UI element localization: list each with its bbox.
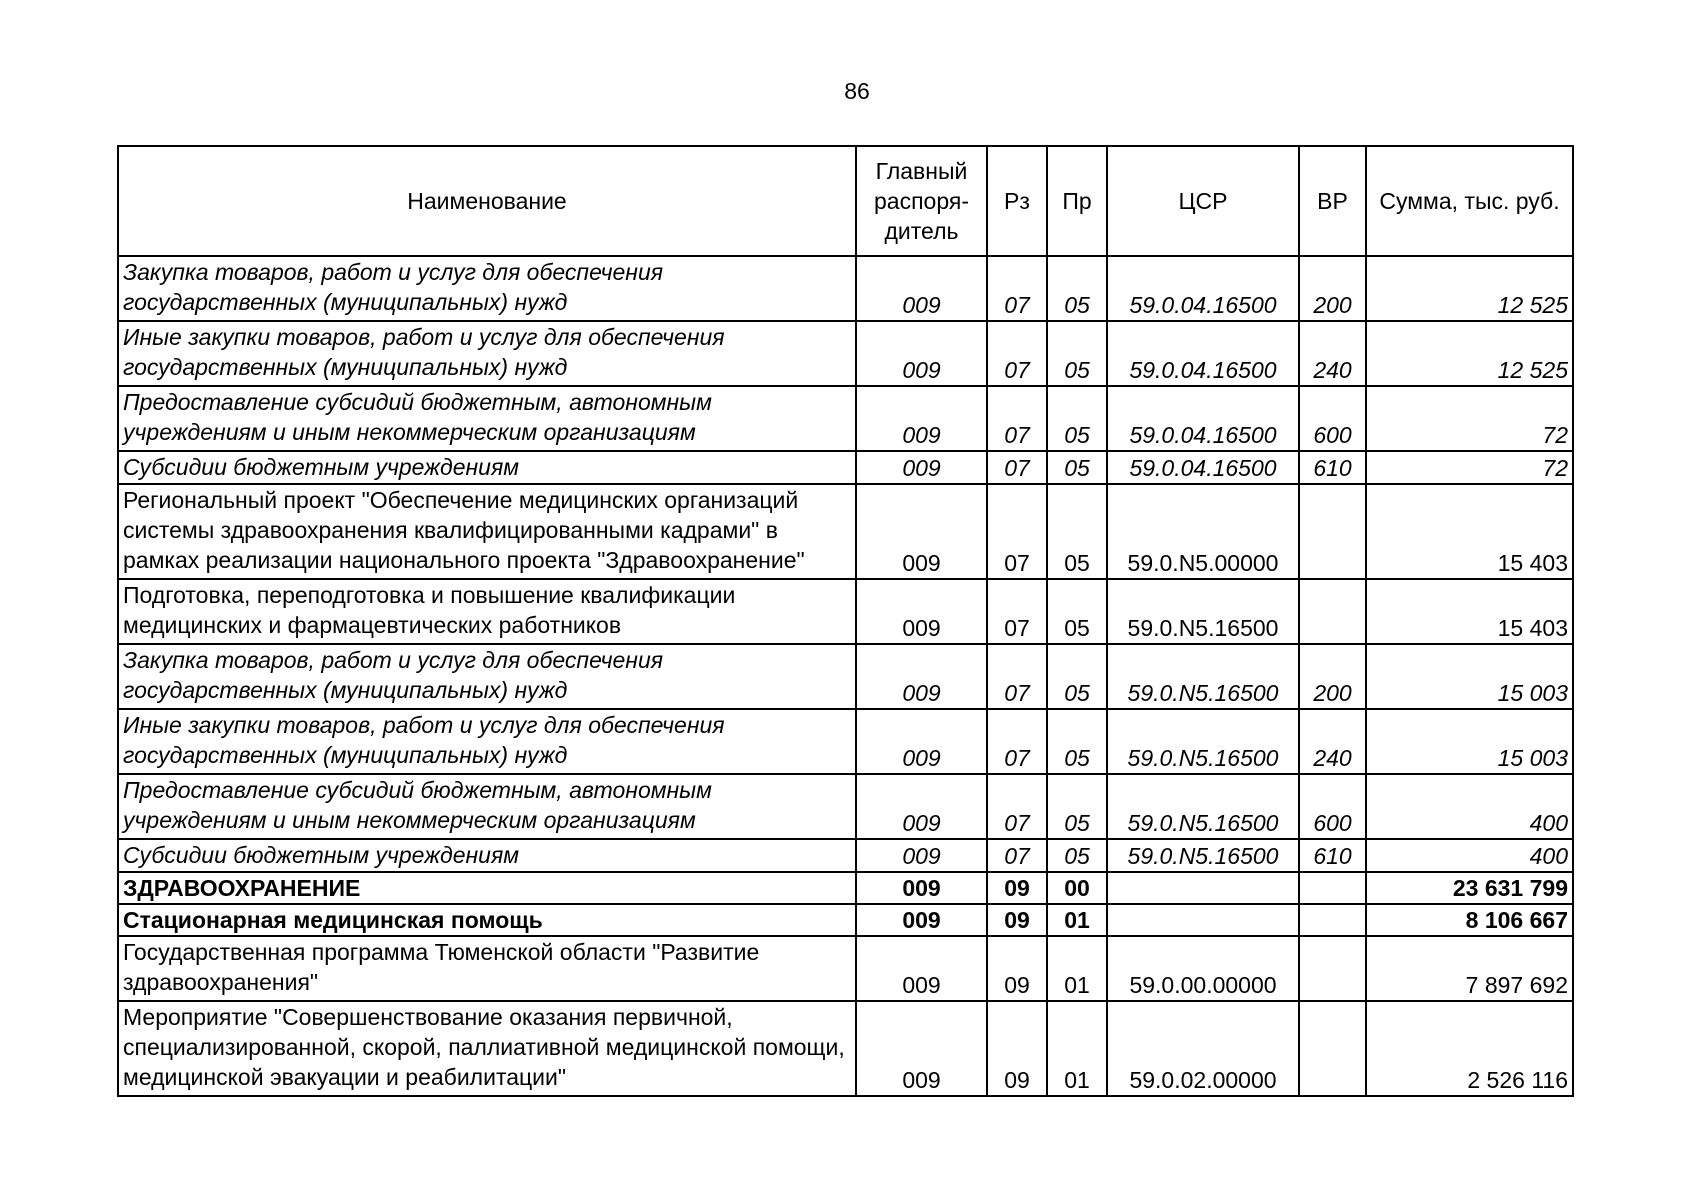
- cell-pr: 05: [1047, 386, 1107, 451]
- table-row: [118, 774, 1573, 839]
- cell-chief: 009: [856, 839, 987, 872]
- cell-sum: 12 525: [1366, 256, 1573, 321]
- cell-rz: 07: [987, 451, 1047, 484]
- header-name: Наименование: [118, 146, 856, 256]
- cell-chief: 009: [856, 579, 987, 644]
- cell-name: Закупка товаров, работ и услуг для обеспечения государственных (муниципальных) нужд: [118, 644, 856, 709]
- cell-sum: 2 526 116: [1366, 1001, 1573, 1096]
- cell-chief: 009: [856, 484, 987, 579]
- table-row: [118, 256, 1573, 321]
- table-row: [118, 936, 1573, 1001]
- budget-table: [117, 145, 1574, 1097]
- header-csr: ЦСР: [1107, 146, 1299, 256]
- cell-sum: 12 525: [1366, 321, 1573, 386]
- cell-vr: [1299, 936, 1366, 1001]
- cell-chief: 009: [856, 644, 987, 709]
- cell-name: Иные закупки товаров, работ и услуг для обеспечения государственных (муниципальных) нужд: [118, 709, 856, 774]
- cell-pr: 05: [1047, 484, 1107, 579]
- cell-chief: 009: [856, 936, 987, 1001]
- cell-sum: 400: [1366, 839, 1573, 872]
- cell-name: Закупка товаров, работ и услуг для обеспечения государственных (муниципальных) нужд: [118, 256, 856, 321]
- cell-rz: 09: [987, 936, 1047, 1001]
- cell-chief: 009: [856, 904, 987, 936]
- cell-csr: 59.0.04.16500: [1107, 386, 1299, 451]
- table-row: [118, 1001, 1573, 1096]
- cell-name: Предоставление субсидий бюджетным, автономным учреждениям и иным некоммерческим организациям: [118, 774, 856, 839]
- cell-csr: 59.0.N5.16500: [1107, 709, 1299, 774]
- cell-name: ЗДРАВООХРАНЕНИЕ: [118, 872, 856, 904]
- cell-csr: 59.0.02.00000: [1107, 1001, 1299, 1096]
- cell-sum: 23 631 799: [1366, 872, 1573, 904]
- cell-rz: 07: [987, 256, 1047, 321]
- cell-csr: 59.0.N5.00000: [1107, 484, 1299, 579]
- cell-name: Стационарная медицинская помощь: [118, 904, 856, 936]
- cell-chief: 009: [856, 451, 987, 484]
- cell-name: Предоставление субсидий бюджетным, автономным учреждениям и иным некоммерческим организациям: [118, 386, 856, 451]
- table-row: [118, 451, 1573, 484]
- cell-pr: 05: [1047, 451, 1107, 484]
- cell-pr: 01: [1047, 1001, 1107, 1096]
- header-row: [118, 146, 1573, 256]
- cell-name: Иные закупки товаров, работ и услуг для обеспечения государственных (муниципальных) нужд: [118, 321, 856, 386]
- cell-vr: 610: [1299, 451, 1366, 484]
- cell-rz: 07: [987, 386, 1047, 451]
- table-row: [118, 579, 1573, 644]
- cell-sum: 15 003: [1366, 709, 1573, 774]
- cell-vr: 200: [1299, 256, 1366, 321]
- cell-chief: 009: [856, 386, 987, 451]
- header-pr: Пр: [1047, 146, 1107, 256]
- header-chief-manager: Главный распоря-дитель: [856, 146, 987, 256]
- cell-csr: 59.0.04.16500: [1107, 321, 1299, 386]
- cell-csr: 59.0.00.00000: [1107, 936, 1299, 1001]
- cell-pr: 05: [1047, 774, 1107, 839]
- cell-vr: 610: [1299, 839, 1366, 872]
- cell-pr: 00: [1047, 872, 1107, 904]
- cell-rz: 07: [987, 484, 1047, 579]
- cell-chief: 009: [856, 774, 987, 839]
- cell-vr: [1299, 579, 1366, 644]
- cell-rz: 07: [987, 709, 1047, 774]
- table-row: [118, 709, 1573, 774]
- cell-sum: 8 106 667: [1366, 904, 1573, 936]
- cell-rz: 09: [987, 872, 1047, 904]
- cell-sum: 72: [1366, 386, 1573, 451]
- cell-name: Субсидии бюджетным учреждениям: [118, 451, 856, 484]
- cell-vr: 600: [1299, 386, 1366, 451]
- cell-csr: 59.0.N5.16500: [1107, 839, 1299, 872]
- cell-rz: 07: [987, 774, 1047, 839]
- cell-rz: 09: [987, 1001, 1047, 1096]
- cell-sum: 15 403: [1366, 579, 1573, 644]
- table-row: [118, 644, 1573, 709]
- cell-vr: [1299, 904, 1366, 936]
- cell-sum: 72: [1366, 451, 1573, 484]
- cell-csr: [1107, 872, 1299, 904]
- cell-vr: [1299, 484, 1366, 579]
- cell-chief: 009: [856, 709, 987, 774]
- header-sum: Сумма, тыс. руб.: [1366, 146, 1573, 256]
- table-row: [118, 386, 1573, 451]
- cell-name: Мероприятие "Совершенствование оказания первичной, специализированной, скорой, паллиативной медицинской помощи, медицинской эвакуации и реабилитации": [118, 1001, 856, 1096]
- cell-sum: 400: [1366, 774, 1573, 839]
- table-row: [118, 839, 1573, 872]
- cell-chief: 009: [856, 1001, 987, 1096]
- header-rz: Рз: [987, 146, 1047, 256]
- cell-vr: [1299, 872, 1366, 904]
- cell-pr: 05: [1047, 839, 1107, 872]
- cell-pr: 05: [1047, 579, 1107, 644]
- cell-csr: 59.0.N5.16500: [1107, 579, 1299, 644]
- cell-vr: 240: [1299, 709, 1366, 774]
- cell-name: Государственная программа Тюменской области "Развитие здравоохранения": [118, 936, 856, 1001]
- cell-rz: 07: [987, 579, 1047, 644]
- cell-vr: 600: [1299, 774, 1366, 839]
- header-vr: ВР: [1299, 146, 1366, 256]
- cell-pr: 05: [1047, 644, 1107, 709]
- cell-name: Субсидии бюджетным учреждениям: [118, 839, 856, 872]
- cell-csr: [1107, 904, 1299, 936]
- cell-vr: 240: [1299, 321, 1366, 386]
- cell-sum: 7 897 692: [1366, 936, 1573, 1001]
- cell-csr: 59.0.N5.16500: [1107, 774, 1299, 839]
- cell-vr: 200: [1299, 644, 1366, 709]
- cell-csr: 59.0.04.16500: [1107, 256, 1299, 321]
- cell-chief: 009: [856, 321, 987, 386]
- page-number: 86: [844, 78, 870, 104]
- cell-name: Региональный проект "Обеспечение медицинских организаций системы здравоохранения квалифицированными кадрами" в рамках реализации национального проекта "Здравоохранение": [118, 484, 856, 579]
- cell-pr: 05: [1047, 256, 1107, 321]
- cell-chief: 009: [856, 256, 987, 321]
- cell-rz: 07: [987, 644, 1047, 709]
- cell-pr: 01: [1047, 904, 1107, 936]
- cell-sum: 15 003: [1366, 644, 1573, 709]
- cell-rz: 07: [987, 839, 1047, 872]
- table-row: [118, 904, 1573, 936]
- cell-chief: 009: [856, 872, 987, 904]
- table-row: [118, 872, 1573, 904]
- cell-rz: 09: [987, 904, 1047, 936]
- table-row: [118, 321, 1573, 386]
- cell-sum: 15 403: [1366, 484, 1573, 579]
- cell-name: Подготовка, переподготовка и повышение квалификации медицинских и фармацевтических работников: [118, 579, 856, 644]
- cell-pr: 01: [1047, 936, 1107, 1001]
- cell-csr: 59.0.N5.16500: [1107, 644, 1299, 709]
- cell-vr: [1299, 1001, 1366, 1096]
- cell-rz: 07: [987, 321, 1047, 386]
- cell-pr: 05: [1047, 321, 1107, 386]
- table-row: [118, 484, 1573, 579]
- cell-csr: 59.0.04.16500: [1107, 451, 1299, 484]
- cell-pr: 05: [1047, 709, 1107, 774]
